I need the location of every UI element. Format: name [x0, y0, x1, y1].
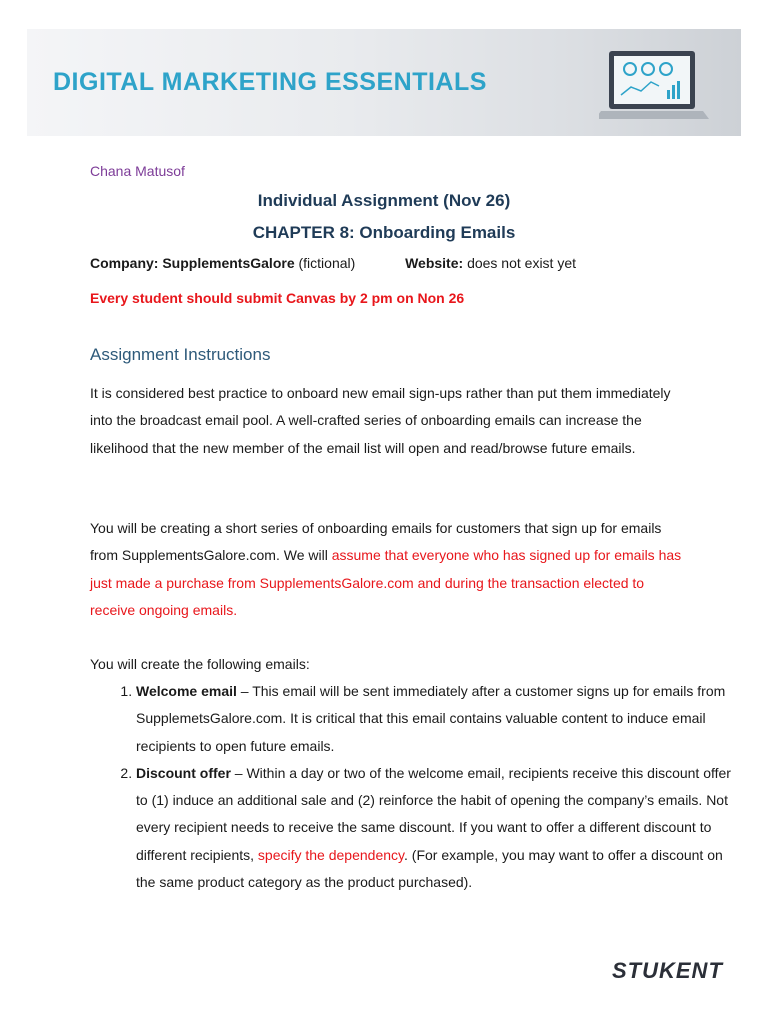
company-info — [90, 255, 576, 271]
email-description-tail: . (For example, you may want to offer a discount on the same product category as the product purchased). — [136, 846, 723, 891]
laptop-analytics-icon — [599, 47, 709, 127]
chapter-title: CHAPTER 8: Onboarding Emails — [252, 223, 516, 242]
website-value: does not exist yet — [467, 255, 577, 271]
company-name: SupplementsGalore — [162, 255, 295, 271]
list-item — [136, 678, 736, 760]
email-name: Welcome email — [136, 683, 237, 699]
paragraph-intro: It is considered best practice to onboard new email sign-ups rather than put them immediately into the broadcast email pool. A well-crafted series of onboarding emails can increase the likelihood that the new member of the email list will open and read/browse future emails. — [90, 385, 671, 456]
email-description: – Within a day or two of the welcome email, recipients receive this discount offer to (1) induce an additional sale and (2) reinforce the habit of opening the company’s emails. Not every recipient needs to receive the same discount. If you want to offer a different discount to different recipients, — [136, 764, 731, 863]
email-name: Discount offer — [136, 764, 231, 781]
assignment-title: Individual Assignment (Nov 26) — [257, 191, 511, 210]
company-label: Company: — [90, 255, 159, 271]
scenario-highlight: assume that everyone who has signed up for emails has just made a purchase from SupplementsGalore.com and during the transaction elected to receive ongoing emails. — [90, 547, 682, 618]
email-description: – This email will be sent immediately after a customer signs up for emails from SupplemetsGalore.com. It is critical that this email contains valuable content to induce email recipients to open future emails. — [136, 683, 726, 754]
email-highlight: specify the dependency — [257, 846, 404, 863]
banner-title: DIGITAL MARKETING ESSENTIALS — [53, 68, 487, 96]
header-banner — [27, 29, 741, 136]
stukent-logo-text: STUKENT — [612, 958, 723, 983]
deadline-notice: Every student should submit Canvas by 2 pm on Non 26 — [90, 290, 465, 306]
email-list — [90, 678, 736, 896]
website-label: Website: — [405, 255, 464, 271]
company-note: (fictional) — [298, 255, 356, 271]
scenario-lead: You will be creating a short series of onboarding emails for customers that sign up for emails from SupplementsGalore.com. We will — [90, 520, 662, 564]
paragraph-list-intro: You will create the following emails: — [90, 656, 310, 672]
list-item — [136, 760, 736, 896]
stukent-logo — [612, 954, 728, 986]
paragraph-scenario — [90, 515, 690, 624]
author-name: Chana Matusof — [90, 163, 185, 179]
section-heading: Assignment Instructions — [90, 345, 271, 364]
